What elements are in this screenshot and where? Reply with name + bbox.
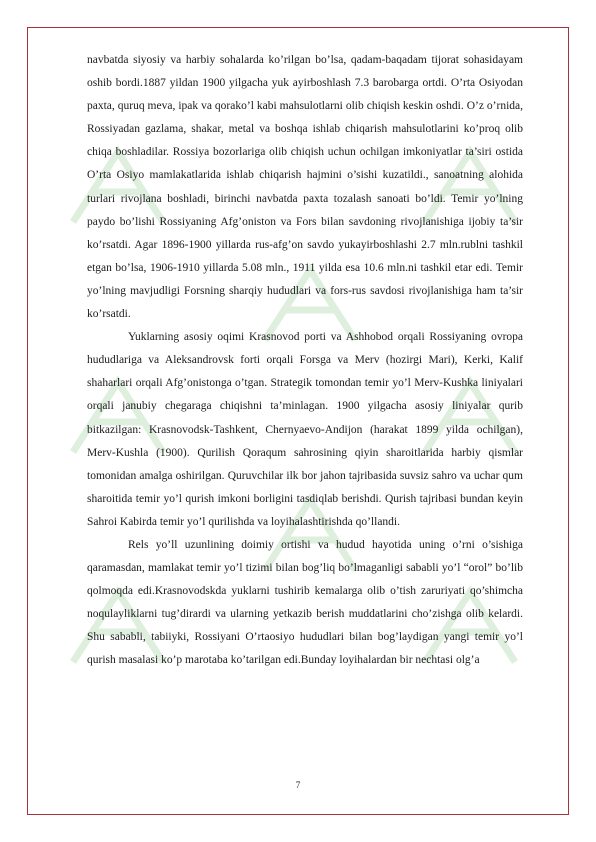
body-text (87, 49, 523, 673)
page-number: 7 (295, 780, 301, 790)
paragraph: Rels yo’ll uzunlining doimiy ortishi va hudud hayotida uning o’rni o’sishiga qaramasdan, mamlakat temir yo’l tizimi bilan bog’liq bo’lmaganligi sababli yo’l “orol” bo’lib qolmoqda edi.Krasnovodskda yuklarni tushirib kemalarga olib o’tish zaruriyati qo’shimcha noqulayliklarni tug’dirardi va ularning yetkazib berish muddatlarini cho’zishga olib kelardi. Shu sababli, tabiiyki, Rossiyani O’rtaosiyo hududlari bilan bog’laydigan yangi temir yo’l qurish masalasi ko’p marotaba ko’tarilgan edi.Bunday loyihalardan bir nechtasi olg’a (87, 538, 523, 667)
paragraph: Yuklarning asosiy oqimi Krasnovod porti va Ashhobod orqali Rossiyaning ovropa hududlariga va Aleksandrovsk forti orqali Forsga va Merv (hozirgi Mari), Kerki, Kalif shaharlari orqali Afg’onistonga o’tgan. Strategik tomondan temir yo’l Merv-Kushka liniyalari orqali janubiy chegaraga chiqishni ta’minlagan. 1900 yilgacha asosiy liniyalar qurib bitkazilgan: Krasnovodsk-Tashkent, Chernyaevo-Andijon (harakat 1899 yilda ochilgan), Merv-Kushla (1900). Qurilish Qoraqum sahrosining qiyin sharoitlarida harbiy qismlar tomonidan amalga oshirilgan. Quruvchilar ilk bor jahon tajribasida suvsiz sahro va uchar qum sharoitida temir yo’l qurish imkoni borligini tasdiqlab berishdi. Qurish tajribasi bundan keyin Sahroi Kabirda temir yo’l qurilishda va loyihalashtirishda qo’llandi. (87, 331, 523, 528)
paragraph: navbatda siyosiy va harbiy sohalarda ko’rilgan bo’lsa, qadam-baqadam tijorat sohasidayam oshib bordi.1887 yildan 1900 yilgacha yuk ayirboshlash 7.3 barobarga ortdi. O’rta Osiyodan paxta, quruq meva, ipak va qorako’l kabi mahsulotlarni olib chiqish keskin oshdi. O’z o’rnida, Rossiyadan gazlama, shakar, metal va boshqa ishlab chiqarish mahsulotlarini ko’proq olib chiqa boshladilar. Rossiya bozorlariga olib chiqish uchun ochilgan imkoniyatlar ta’siri ostida O’rta Osiyo mamlakatlarida ishlab chiqarish hajmini o’sishi kuzatildi., sanoatning alohida turlari rivojlana boshladi, birinchi navbatda paxta tozalash sanoati bo’ldi. Temir yo’lning paydo bo’lishi Rossiyaning Afg’oniston va Fors bilan savdoning rivojlanishiga ijobiy ta’sir ko’rsatdi. Agar 1896-1900 yillarda rus-afg’on savdo yukayirboshlashi 2.7 mln.rublni tashkil etgan bo’lsa, 1906-1910 yillarda 5.08 mln., 1911 yilda esa 10.6 mln.ni tashkil etar edi. Temir yo’lning mavjudligi Forsning sharqiy hududlari va fors-rus savdosi rivojlanishiga ham ta’sir ko’rsatdi. (87, 54, 523, 321)
